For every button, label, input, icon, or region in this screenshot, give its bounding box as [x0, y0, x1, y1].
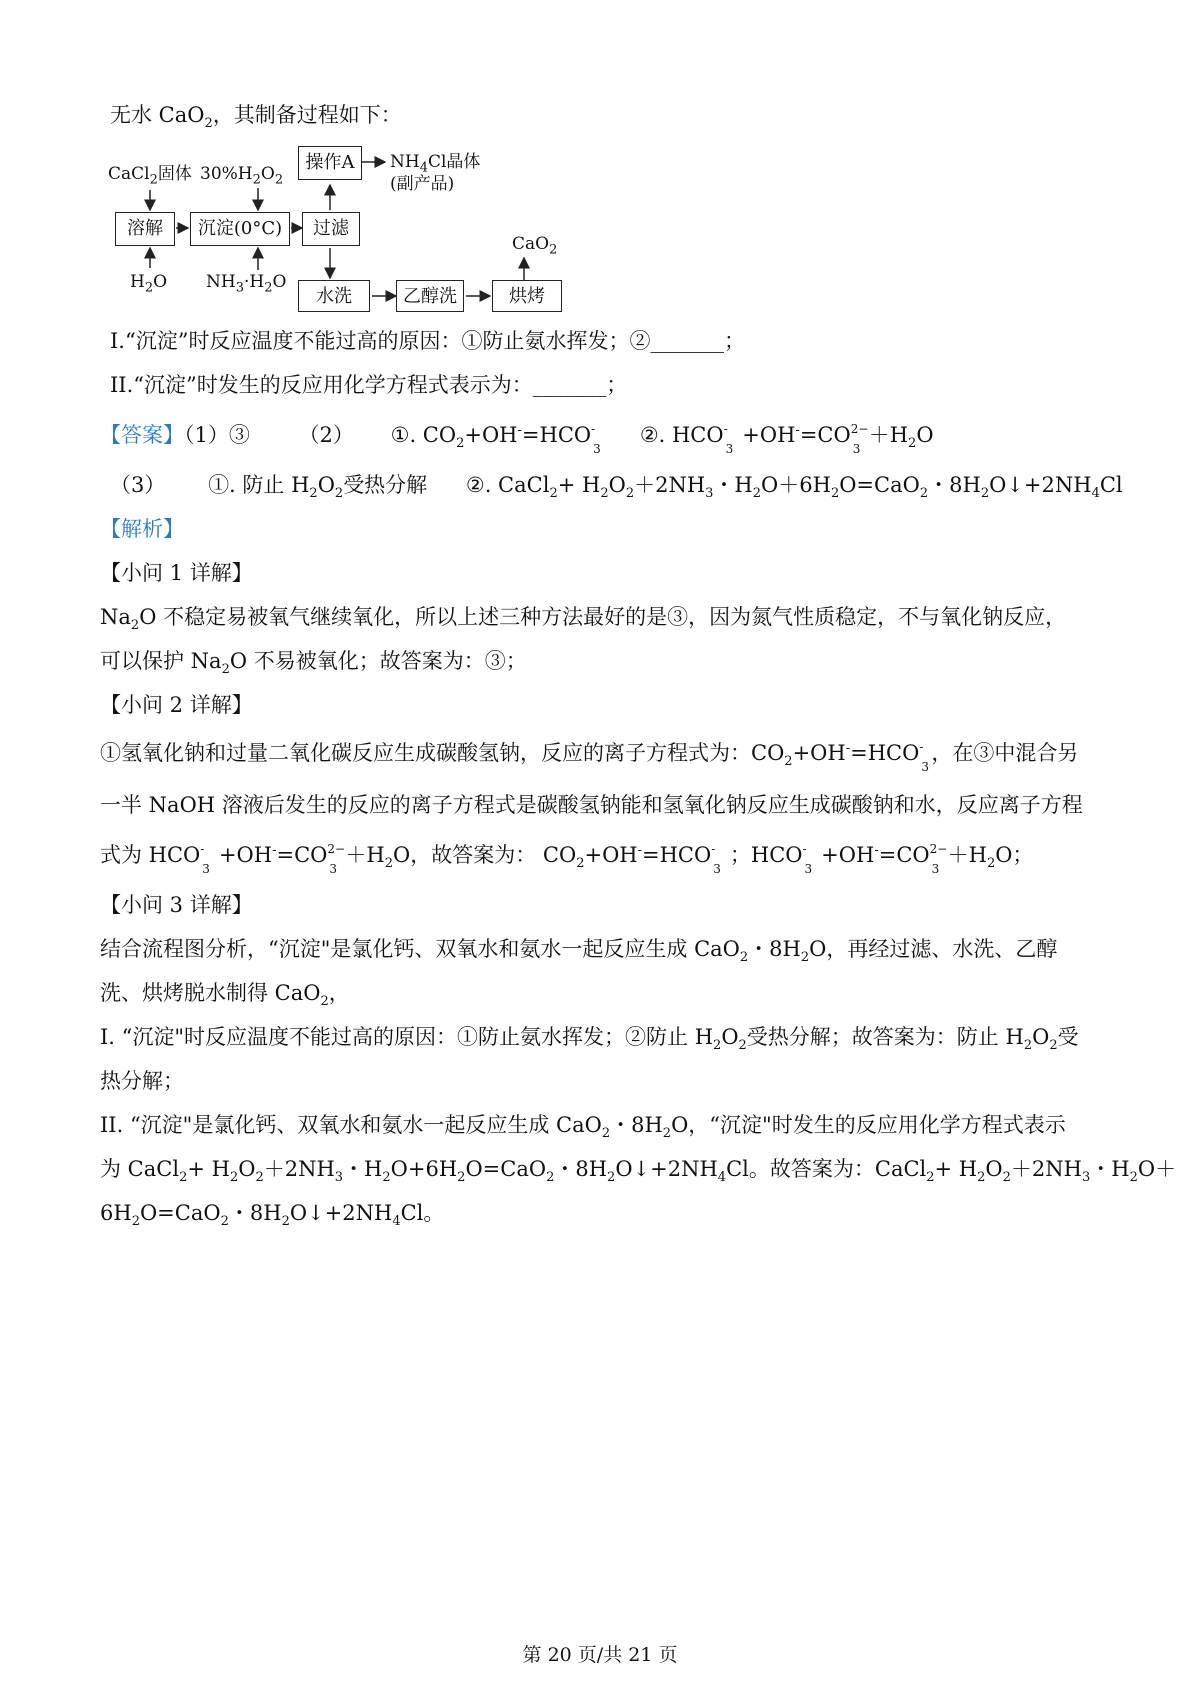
subq1-para-1: $Na_2O$ 不稳定易被氧气继续氧化，所以上述三种方法最好的是③，因为氮气性质稳定，不与氧化钠反应， [100, 605, 1067, 634]
answer-2-2: ②. HCO [639, 423, 724, 447]
input-nh3h2o-label: $NH_3\cdot H_2O$ [206, 272, 287, 296]
box-bake: 烘烤 [492, 280, 562, 312]
answer-line-2: （3） ①. 防止 $H_2O_2$受热分解 ②. CaCl$_2$+ $H_2O_2+2NH_3$・$H_2O+6H_2O=CaO_2$・$8H_2O↓+2NH_4Cl$ [110, 473, 1123, 502]
subq3-para-3: I. “沉淀"时反应温度不能过高的原因：①防止氨水挥发；②防止 $H_2O_2$受热分解；故答案为：防止 $H_2O_2$受 [100, 1025, 1079, 1054]
box-water-wash: 水洗 [298, 280, 370, 312]
answer-line-1: 【答案】（1）③ （2） ①. $CO_2+OH^-=HCO$ - 3 ②. HCO - 3 +OH-=CO 2− 3 $+H_2O$ [100, 422, 934, 456]
box-dissolve: 溶解 [115, 212, 175, 246]
input-cacl2-label: CaCl$_2$固体 [108, 164, 192, 188]
subq3-para-6: 为 CaCl$_2$+ $H_2O_2+2NH_3$・$H_2O+6H_2O=CaO_2$・$8H_2O↓+2NH_4Cl$。故答案为：CaCl$_2$+ $H_2O_2+2NH_3$・$H_2O+$ [100, 1157, 1177, 1186]
question-2: II.“沉淀”时发生的反应用化学方程式表示为：_______； [110, 373, 628, 397]
subq2-para-1: ①氢氧化钠和过量二氧化碳反应生成碳酸氢钠，反应的离子方程式为：$CO_2+OH^-=HCO$ - 3 ，在③中混合另 [100, 740, 1079, 774]
box-filter: 过滤 [302, 212, 360, 246]
intro-prefix: 无水 CaO [110, 103, 205, 127]
subq2-para-3: 式为 HCO - 3 +OH-=CO 2− 3 $+H_2O$，故答案为： $CO_2+OH^-=HCO$ - 3 ；HCO - 3 +OH-=CO 2− 3 $+H_2O$； [100, 842, 1034, 876]
intro-sub: 2 [204, 116, 213, 132]
subq3-para-7: $6H_2O=CaO_2$・$8H_2O↓+2NH_4Cl$。 [100, 1201, 445, 1230]
answer-3-1: ①. 防止 H [208, 473, 310, 497]
box-ethanol-wash: 乙醇洗 [396, 280, 464, 312]
answer-label: 【答案】 [100, 423, 184, 447]
subq3-heading: 【小问 3 详解】 [100, 893, 253, 917]
input-h2o-label: $H_2O$ [130, 272, 168, 296]
output-cao2-label: CaO$_2$ [512, 234, 558, 258]
answer-3-2: ②. CaCl [465, 473, 550, 497]
subq3-para-4: 热分解； [100, 1069, 184, 1093]
output-byproduct-label: (副产品) [390, 174, 455, 194]
answer-2: （2） [298, 423, 354, 447]
answer-1: （1）③ [184, 423, 250, 447]
answer-2-1: ①. CO [390, 423, 457, 447]
answer-3: （3） [110, 473, 166, 497]
subq1-para-2: 可以保护 $Na_2O$ 不易被氧化；故答案为：③； [100, 649, 527, 678]
subq2-heading: 【小问 2 详解】 [100, 693, 253, 717]
intro-suffix: ，其制备过程如下： [212, 103, 402, 127]
subq2-para-2: 一半 NaOH 溶液后发生的反应的离子方程式是碳酸氢钠能和氢氧化钠反应生成碳酸钠和水，反应离子方程 [100, 793, 1083, 817]
analysis-label: 【解析】 [100, 517, 184, 541]
subq3-para-2: 洗、烘烤脱水制得 CaO$_2$， [100, 981, 350, 1010]
input-h2o2-label: $30\%H_2O_2$ [200, 164, 284, 188]
subq3-para-5: II. “沉淀"是氯化钙、双氧水和氨水一起反应生成 CaO$_2$・$8H_2O$，“沉淀"时发生的反应用化学方程式表示 [100, 1113, 1066, 1142]
question-1: I.“沉淀”时反应温度不能过高的原因：①防止氨水挥发；②_______； [110, 329, 745, 353]
output-nh4cl-label: $NH_4Cl$晶体 [390, 152, 481, 176]
box-operation-a: 操作A [298, 146, 362, 180]
page-footer: 第 20 页/共 21 页 [522, 1644, 678, 1666]
box-precipitate: 沉淀(0°C) [190, 212, 290, 246]
subq1-heading: 【小问 1 详解】 [100, 561, 253, 585]
subq3-para-1: 结合流程图分析，“沉淀"是氯化钙、双氧水和氨水一起反应生成 CaO$_2$・$8H_2O$，再经过滤、水洗、乙醇 [100, 937, 1058, 966]
